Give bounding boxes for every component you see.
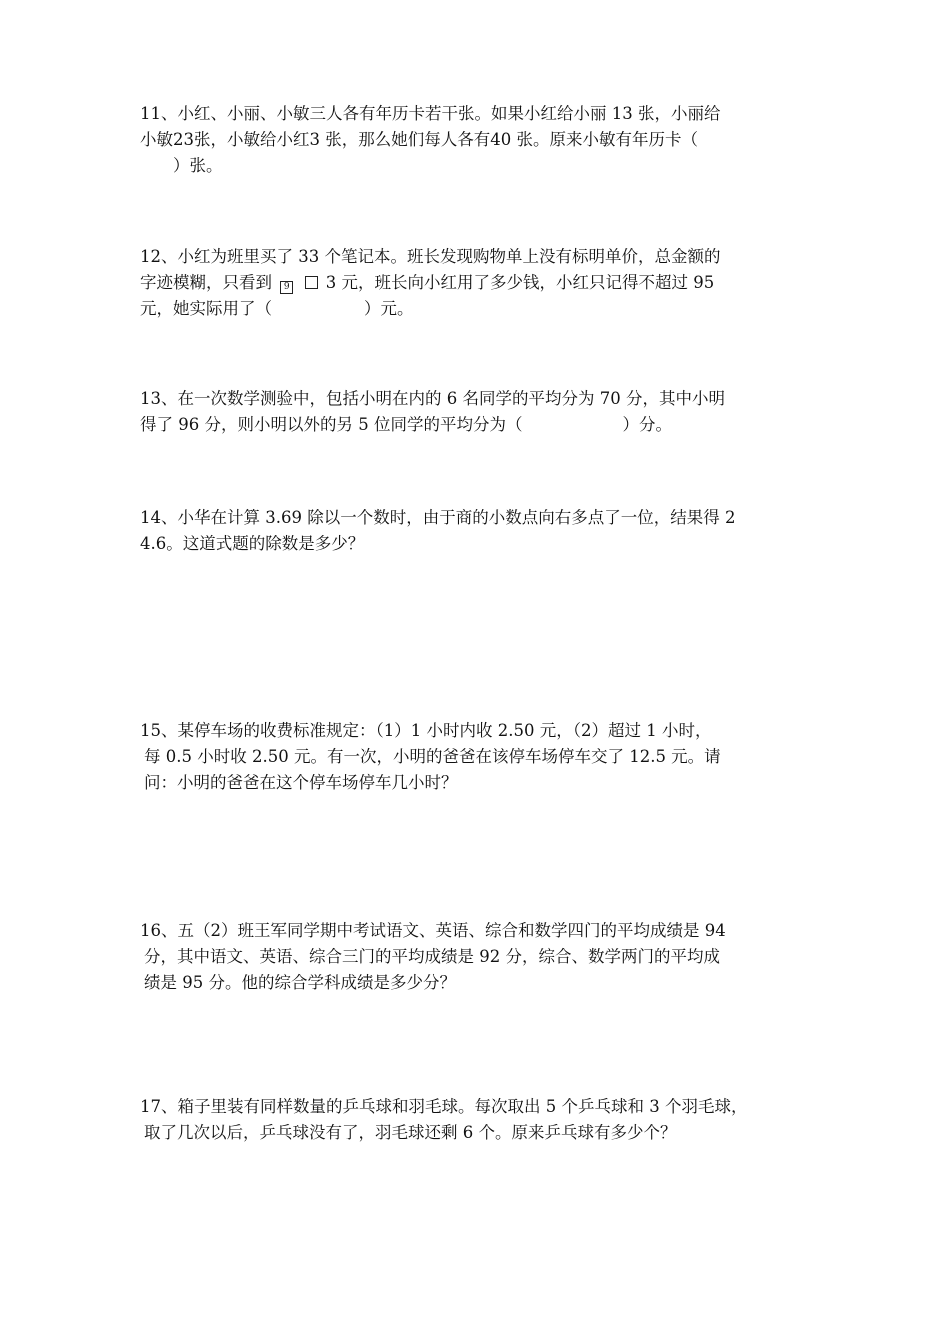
problem-13-line-1: 13、在一次数学测验中，包括小明在内的 6 名同学的平均分为 70 分，其中小明	[140, 389, 725, 408]
problem-12-line-3-end: ）元。	[364, 299, 414, 318]
problem-14	[140, 505, 810, 557]
problem-15-line-1: 15、某停车场的收费标准规定：（1）1 小时内收 2.50 元，（2）超过 1 小时，	[140, 721, 712, 740]
problem-12-line-3	[140, 296, 810, 322]
problem-12-line-1: 12、小红为班里买了 33 个笔记本。班长发现购物单上没有标明单价，总金额的	[140, 247, 721, 266]
problem-15-line-2: 每 0.5 小时收 2.50 元。有一次，小明的爸爸在该停车场停车交了 12.5 元。请	[144, 747, 721, 766]
problem-16-line-1: 16、五（2）班王军同学期中考试语文、英语、综合和数学四门的平均成绩是 94	[140, 921, 726, 940]
problem-11-line-1: 11、小红、小丽、小敏三人各有年历卡若干张。如果小红给小丽 13 张，小丽给	[140, 104, 721, 123]
problem-15-line-3: 问：小明的爸爸在这个停车场停车几小时？	[144, 773, 458, 792]
boxed-digit-glyph: 9	[280, 281, 293, 294]
problem-11-line-2: 小敏23张，小敏给小红3 张，那么她们每人各有40 张。原来小敏有年历卡（	[140, 130, 698, 149]
problem-11-line-3: ）张。	[140, 156, 223, 175]
empty-box-glyph	[305, 276, 318, 289]
problem-17	[140, 1094, 810, 1146]
problem-17-line-1: 17、箱子里装有同样数量的乒乓球和羽毛球。每次取出 5 个乒乓球和 3 个羽毛球，	[140, 1097, 748, 1116]
problem-12-line-2	[140, 270, 810, 296]
problem-14-line-1: 14、小华在计算 3.69 除以一个数时，由于商的小数点向右多点了一位，结果得 2	[140, 508, 736, 527]
problem-13-line-2-start: 得了 96 分，则小明以外的另 5 位同学的平均分为（	[140, 415, 523, 434]
problem-16-line-3: 绩是 95 分。他的综合学科成绩是多少分？	[144, 973, 456, 992]
problem-16-line-2: 分，其中语文、英语、综合三门的平均成绩是 92 分，综合、数学两门的平均成	[144, 947, 720, 966]
problem-12-line-2-end: 3 元，班长向小红用了多少钱，小红只记得不超过 95	[325, 273, 715, 292]
problem-12	[140, 244, 810, 322]
problem-12-line-2-start: 字迹模糊，只看到	[140, 273, 272, 292]
problem-13-line-2	[140, 412, 810, 438]
problem-13	[140, 386, 810, 438]
problem-17-line-2: 取了几次以后，乒乓球没有了，羽毛球还剩 6 个。原来乒乓球有多少个？	[144, 1123, 677, 1142]
problem-16	[140, 918, 810, 996]
problem-14-line-2: 4.6。这道式题的除数是多少？	[140, 534, 365, 553]
problem-13-line-2-end: ）分。	[622, 415, 672, 434]
problem-15	[140, 718, 810, 796]
problem-11	[140, 101, 810, 179]
problem-12-line-3-start: 元，她实际用了（	[140, 299, 272, 318]
